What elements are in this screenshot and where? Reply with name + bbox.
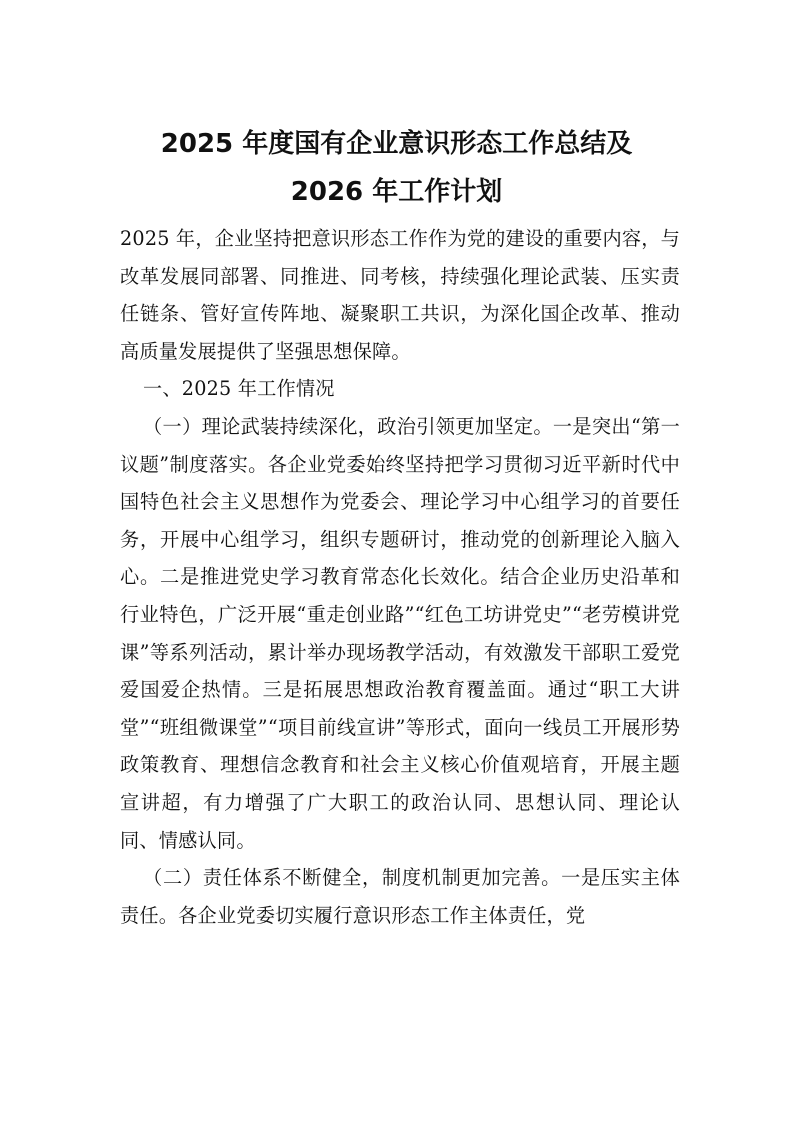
intro-paragraph: 2025 年，企业坚持把意识形态工作作为党的建设的重要内容，与改革发展同部署、同推进、同考核，持续强化理论武装、压实责任链条、管好宣传阵地、凝聚职工共识，为深化国企改革、推动高质量发展提供了坚强思想保障。: [120, 227, 681, 363]
document-title-line-2: 2026 年工作计划: [290, 177, 503, 207]
subsection-paragraph-2: （二）责任体系不断健全，制度机制更加完善。一是压实主体责任。各企业党委切实履行意识形态工作主体责任，党: [120, 866, 680, 927]
document-title-line-1: 2025 年度国有企业意识形态工作总结及: [160, 129, 633, 159]
section-heading-1: 一、2025 年工作情况: [143, 377, 335, 401]
subsection-paragraph-1: （一）理论武装持续深化，政治引领更加坚定。一是突出“第一议题”制度落实。各企业党委始终坚持把学习贯彻习近平新时代中国特色社会主义思想作为党委会、理论学习中心组学习的首要任务，开展中心组学习，组织专题研讨，推动党的创新理论入脑入心。二是推进党史学习教育常态化长效化。结合企业历史沿革和行业特色，广泛开展“重走创业路”“红色工坊讲党史”“老劳模讲党课”等系列活动，累计举办现场教学活动，有效激发干部职工爱党爱国爱企热情。三是拓展思想政治教育覆盖面。通过“职工大讲堂”“班组微课堂”“项目前线宣讲”等形式，面向一线员工开展形势政策教育、理想信念教育和社会主义核心价值观培育，开展主题宣讲超，有力增强了广大职工的政治认同、思想认同、理论认同、情感认同。: [120, 414, 680, 852]
document-body: [120, 220, 680, 934]
